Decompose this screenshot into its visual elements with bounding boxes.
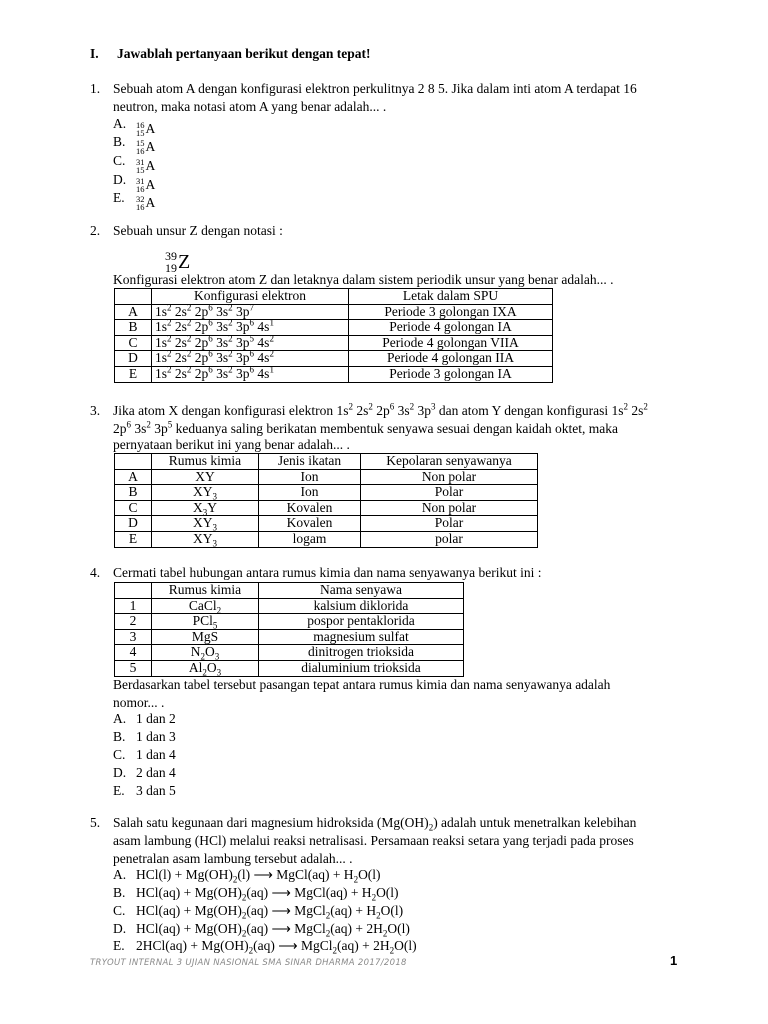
q5-option[interactable] [136,937,417,955]
electron-config-base: 1s [155,319,168,335]
table-row [115,645,464,661]
q1-option-numbers [136,195,145,211]
electron-config-base: 2p [194,303,209,319]
q1-option-mass: 15 [136,138,145,148]
electron-config-exp: 6 [208,364,213,375]
row-letter: E [115,366,152,382]
q3-line1-a: Jika atom X dengan konfigurasi elektron [113,403,334,418]
q2-line1: Sebuah unsur Z dengan notasi : [113,223,283,238]
formula-cell [152,660,259,676]
section-heading: Jawablah pertanyaan berikut dengan tepat! [117,46,371,61]
q2-table [114,288,553,383]
formula-sub: 3 [212,523,217,534]
equation-text: (aq) ⟶ MgCl [246,903,326,918]
q4-option[interactable]: 1 dan 2 [136,711,176,726]
compound-name-cell: dinitrogen trioksida [259,645,464,661]
q5-line2: asam lambung (HCl) melalui reaksi netralisasi. Persamaan reaksi setara yang terjadi pada proses [113,833,634,848]
electron-config-exp: 7 [249,302,255,313]
electron-config-exp: 2 [228,317,233,328]
row-letter: D [115,351,152,367]
q5-line1-sub: 2 [428,822,434,833]
equation-text: O(l) [387,921,410,936]
table-row [115,485,538,501]
equation-text: (aq) + 2H [336,938,390,953]
q5-line1 [113,814,636,832]
q4-option[interactable]: 1 dan 3 [136,729,176,744]
table-row [115,320,553,336]
equation-text: (aq) ⟶ MgCl(aq) + H [246,885,372,900]
bond-type-cell: Kovalen [259,516,361,532]
polarity-cell: polar [361,531,538,547]
equation-sub: 2 [332,945,337,956]
q5-line1-a: Salah satu kegunaan dari magnesium hidroksida (Mg(OH) [113,815,429,830]
electron-config-base: 3s [216,350,229,366]
table-row [115,304,553,320]
q4-table [114,582,464,677]
electron-config-base: 2p [194,365,209,381]
table-row [115,614,464,630]
formula-text: Y [207,499,217,515]
formula-sub: 3 [214,652,220,663]
formula-cell [152,629,259,645]
formula-sub: 3 [212,491,217,502]
compound-name-cell: dialuminium trioksida [259,660,464,676]
formula-sub: 2 [200,652,205,663]
bond-type-cell: Ion [259,469,361,485]
electron-config-base: 2s [174,350,187,366]
table-header-cell: Rumus kimia [152,583,259,599]
formula-text: N [190,644,201,660]
formula-text: O [205,644,215,660]
formula-sub: 2 [216,605,222,616]
y-config-base: 2s [631,403,644,418]
electron-config-exp: 1 [269,364,274,375]
q1-option-mass: 16 [136,120,145,130]
q4-option-letter: C. [113,747,126,762]
bond-type-cell: logam [259,531,361,547]
table-header-cell: Nama senyawa [259,583,464,599]
q3-y-config-part1 [611,403,647,418]
q3-table [114,453,538,548]
y-config-base: 3p [154,421,168,436]
table-row [115,516,538,532]
equation-sub: 2 [232,874,238,885]
q3-x-config [336,403,435,418]
q3-line2-text: keduanya saling berikatan membentuk senyawa sesuai dengan kaidah oktet, maka [175,421,618,436]
q5-number: 5. [90,815,101,830]
electron-config-base: 2s [174,334,187,350]
equation-sub: 2 [241,928,247,939]
electron-config-exp: 2 [186,364,192,375]
section-roman: I. [90,46,99,61]
row-number: 5 [115,660,152,676]
table-header-cell: Rumus kimia [152,454,259,470]
y-config-exp: 6 [126,419,131,430]
electron-config-exp: 5 [249,333,255,344]
x-config-base: 2p [376,403,390,418]
q1-option-atomic: 16 [136,184,145,194]
formula-text: Al [188,659,203,675]
table-header-row [115,583,464,599]
q3-line3: pernyataan berikut ini yang benar adalah... . [113,437,350,452]
y-config-base: 2p [113,421,127,436]
x-config-exp: 3 [431,401,436,412]
electron-config-exp: 6 [208,317,213,328]
q1-line2: neutron, maka notasi atom A yang benar adalah... . [113,99,387,114]
equation-text: (aq) + 2H [330,921,383,936]
q1-option-atomic: 16 [136,202,145,212]
electron-config-exp: 2 [269,333,274,344]
formula-text: X [193,499,203,515]
equation-text: (l) ⟶ MgCl(aq) + H [237,867,354,882]
formula-cell [152,531,259,547]
equation-sub: 2 [325,928,331,939]
q1-option-letter: E. [113,190,125,205]
q5-line3: penetralan asam lambung tersebut adalah... . [113,851,353,866]
equation-text: HCl(aq) + Mg(OH) [136,903,242,918]
electron-config-exp: 6 [208,333,213,344]
row-letter: C [115,335,152,351]
formula-text: XY [193,484,213,500]
q1-option-letter: B. [113,134,126,149]
q5-line1-end: ) adalah untuk menetralkan kelebihan [433,815,637,830]
row-letter: B [115,485,152,501]
electron-config-exp: 1 [269,317,274,328]
equation-text: (aq) ⟶ MgCl [253,938,333,953]
formula-cell [152,598,259,614]
y-config-exp: 2 [146,419,151,430]
y-config-base: 1s [611,403,624,418]
table-header-cell [115,454,152,470]
q2-number: 2. [90,223,101,238]
q4-option-letter: B. [113,729,126,744]
q1-option-symbol: A [145,139,156,155]
equation-text: O(l) [358,867,381,882]
q2-notation-symbol: Z [178,251,191,273]
formula-text: XY [195,468,215,484]
q1-option-letter: A. [113,116,127,131]
table-row [115,531,538,547]
compound-name-cell: kalsium diklorida [259,598,464,614]
q5-option-letter: E. [113,938,125,953]
y-config-exp: 5 [167,419,173,430]
polarity-cell: Non polar [361,469,538,485]
spu-location-cell: Periode 4 golongan IA [349,320,553,336]
q1-option-symbol: A [145,177,156,193]
electron-config-base: 3p [236,303,250,319]
q1-option-mass: 32 [136,194,145,204]
table-header-row [115,289,553,305]
table-header-cell: Jenis ikatan [259,454,361,470]
table-header-cell: Konfigurasi elektron [152,289,349,305]
q1-option-mass: 31 [136,176,145,186]
electron-config-cell [152,366,349,382]
q1-option-letter: D. [113,172,127,187]
table-header-cell [115,289,152,305]
q3-y-config-part2 [113,421,172,436]
electron-config-exp: 6 [249,364,255,375]
electron-config-base: 2p [194,334,209,350]
q3-line2 [113,420,618,438]
q2-notation [165,241,190,275]
electron-config-exp: 2 [167,348,172,359]
q5-option[interactable] [136,920,410,938]
equation-sub: 2 [371,892,377,903]
page-number: 1 [670,953,678,968]
compound-name-cell: pospor pentaklorida [259,614,464,630]
x-config-base: 3p [417,403,431,418]
q5-option-letter: C. [113,903,126,918]
electron-config-base: 3p [236,334,250,350]
row-letter: D [115,516,152,532]
row-number: 4 [115,645,152,661]
electron-config-base: 2s [174,365,187,381]
equation-text: O(l) [380,903,404,918]
electron-config-exp: 6 [249,317,255,328]
electron-config-exp: 2 [228,364,233,375]
electron-config-exp: 6 [208,302,213,313]
q1-option-symbol: A [145,121,156,137]
equation-sub: 2 [241,892,247,903]
formula-cell [152,500,259,516]
electron-config-base: 4s [257,334,270,350]
q1-option-nuclide [136,194,155,212]
q3-number: 3. [90,403,101,418]
table-row [115,335,553,351]
formula-sub: 5 [212,620,218,631]
electron-config-base: 2p [194,350,209,366]
q1-option-letter: C. [113,153,126,168]
footer-text: TRYOUT INTERNAL 3 UJIAN NASIONAL SMA SINAR DHARMA 2017/2018 [90,958,407,968]
row-letter: B [115,320,152,336]
table-row [115,469,538,485]
q2-notation-atomic: 19 [165,261,177,275]
q4-line1: Cermati tabel hubungan antara rumus kimia dan nama senyawanya berikut ini : [113,565,542,580]
electron-config-base: 3s [216,365,229,381]
electron-config-exp: 2 [186,317,192,328]
formula-sub: 3 [216,667,222,678]
bond-type-cell: Ion [259,485,361,501]
q5-option-letter: A. [113,867,127,882]
q4-option[interactable]: 2 dan 4 [136,765,176,780]
y-config-exp: 2 [643,401,648,412]
electron-config-base: 1s [155,350,168,366]
y-config-base: 3s [134,421,147,436]
q1-option-symbol: A [145,158,156,174]
equation-sub: 2 [382,928,388,939]
formula-text: XY [193,530,213,546]
electron-config-base: 2s [174,303,187,319]
equation-sub: 2 [248,945,254,956]
electron-config-exp: 2 [167,302,172,313]
row-number: 3 [115,629,152,645]
polarity-cell: Non polar [361,500,538,516]
q5-option[interactable] [136,902,403,920]
formula-cell [152,469,259,485]
x-config-base: 3s [397,403,410,418]
formula-cell [152,485,259,501]
q5-option[interactable] [136,866,381,884]
x-config-base: 1s [336,403,349,418]
electron-config-exp: 2 [228,333,233,344]
electron-config-base: 3p [236,365,250,381]
equation-text: 2HCl(aq) + Mg(OH) [136,938,249,953]
q2-notation-mass: 39 [165,249,177,263]
q4-line3: nomor... . [113,695,165,710]
equation-text: (aq) + H [330,903,377,918]
equation-text: O(l) [376,885,399,900]
table-header-cell: Letak dalam SPU [349,289,553,305]
formula-cell [152,614,259,630]
table-header-cell: Kepolaran senyawanya [361,454,538,470]
equation-text: HCl(l) + Mg(OH) [136,867,233,882]
row-letter: E [115,531,152,547]
spu-location-cell: Periode 3 golongan IXA [349,304,553,320]
electron-config-exp: 2 [228,348,233,359]
polarity-cell: Polar [361,516,538,532]
table-row [115,500,538,516]
table-row [115,366,553,382]
formula-sub: 3 [212,538,217,549]
q1-option-mass: 31 [136,157,145,167]
formula-text: O [206,659,217,675]
electron-config-base: 3s [216,303,229,319]
q5-option-letter: D. [113,921,127,936]
electron-config-base: 1s [155,334,168,350]
q4-number: 4. [90,565,101,580]
table-header-row [115,454,538,470]
electron-config-base: 1s [155,365,168,381]
row-number: 1 [115,598,152,614]
row-number: 2 [115,614,152,630]
q1-number: 1. [90,81,101,96]
q1-line1: Sebuah atom A dengan konfigurasi elektron perkulitnya 2 8 5. Jika dalam inti atom A terdapat 16 [113,81,637,96]
q5-option-letter: B. [113,885,126,900]
electron-config-exp: 2 [167,333,172,344]
formula-cell [152,645,259,661]
electron-config-base: 3p [236,350,250,366]
equation-sub: 2 [241,910,247,921]
electron-config-exp: 2 [269,348,274,359]
electron-config-base: 2p [194,319,209,335]
electron-config-base: 2s [174,319,187,335]
equation-text: HCl(aq) + Mg(OH) [136,921,242,936]
formula-sub: 2 [202,667,207,678]
spu-location-cell: Periode 3 golongan IA [349,366,553,382]
equation-text: HCl(aq) + Mg(OH) [136,885,242,900]
electron-config-exp: 2 [228,302,233,313]
electron-config-exp: 6 [249,348,255,359]
q1-option-symbol: A [145,195,156,211]
table-row [115,598,464,614]
formula-text: MgS [191,628,219,644]
x-config-base: 2s [356,403,369,418]
x-config-exp: 2 [368,401,373,412]
q2-line2: Konfigurasi elektron atom Z dan letaknya dalam sistem periodik unsur yang benar adalah... . [113,272,614,287]
bond-type-cell: Kovalen [259,500,361,516]
q3-line1 [113,402,648,420]
q1-option-atomic: 15 [136,165,145,175]
electron-config-base: 1s [155,303,168,319]
electron-config-exp: 2 [167,317,172,328]
q3-line1-b: dan atom Y dengan konfigurasi [438,403,609,418]
table-row [115,629,464,645]
x-config-exp: 2 [409,401,415,412]
x-config-exp: 6 [389,401,395,412]
equation-text: O(l) [394,938,417,953]
electron-config-base: 4s [257,319,270,335]
compound-name-cell: magnesium sulfat [259,629,464,645]
table-header-cell [115,583,152,599]
equation-text: (aq) ⟶ MgCl [246,921,326,936]
spu-location-cell: Periode 4 golongan IIA [349,351,553,367]
q4-option[interactable]: 1 dan 4 [136,747,176,762]
row-letter: C [115,500,152,516]
equation-sub: 2 [389,945,395,956]
row-letter: A [115,469,152,485]
electron-config-exp: 6 [208,348,213,359]
q4-option-letter: A. [113,711,127,726]
q5-option[interactable] [136,884,399,902]
electron-config-exp: 2 [186,333,192,344]
q4-option-letter: E. [113,783,125,798]
q4-option[interactable]: 3 dan 5 [136,783,176,798]
equation-sub: 2 [325,910,331,921]
table-row [115,351,553,367]
electron-config-exp: 2 [186,348,192,359]
y-config-exp: 2 [623,401,628,412]
x-config-exp: 2 [348,401,353,412]
q4-option-letter: D. [113,765,127,780]
formula-text: PCl [192,613,213,629]
electron-config-base: 3p [236,319,250,335]
electron-config-base: 4s [257,350,270,366]
electron-config-base: 3s [216,334,229,350]
polarity-cell: Polar [361,485,538,501]
equation-sub: 2 [353,874,359,885]
q1-option[interactable] [136,189,155,212]
electron-config-base: 3s [216,319,229,335]
spu-location-cell: Periode 4 golongan VIIA [349,335,553,351]
formula-sub: 3 [202,507,208,518]
formula-text: CaCl [188,597,217,613]
electron-config-base: 4s [257,365,270,381]
formula-text: XY [193,515,213,531]
electron-config-exp: 2 [186,302,192,313]
formula-cell [152,516,259,532]
q1-option-atomic: 15 [136,128,145,138]
q4-line2: Berdasarkan tabel tersebut pasangan tepat antara rumus kimia dan nama senyawanya adalah [113,677,611,692]
equation-sub: 2 [376,910,381,921]
row-letter: A [115,304,152,320]
q1-option-atomic: 16 [136,146,145,156]
table-row [115,660,464,676]
electron-config-exp: 2 [167,364,172,375]
